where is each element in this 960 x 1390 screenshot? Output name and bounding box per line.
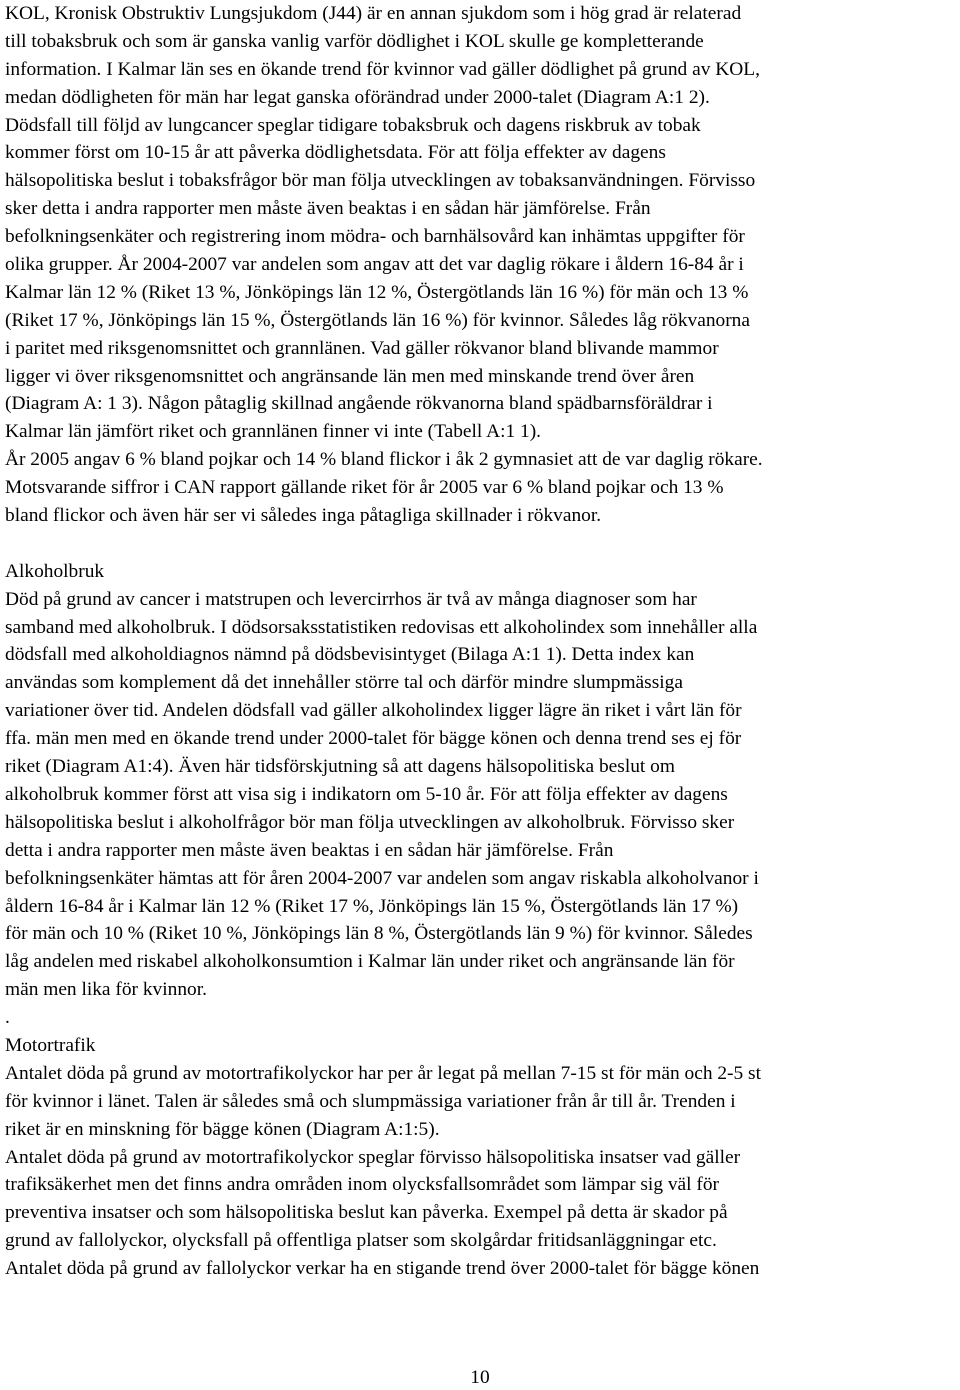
text-line: låg andelen med riskabel alkoholkonsumtion i Kalmar län under riket och angränsande län för	[5, 951, 735, 973]
text-line: till tobaksbruk och som är ganska vanlig varför dödlighet i KOL skulle ge kompletterande	[5, 30, 704, 52]
text-line: befolkningsenkäter hämtas att för åren 2004-2007 var andelen som angav riskabla alkoholvanor i	[5, 867, 759, 889]
text-line: preventiva insatser och som hälsopolitiska beslut kan påverka. Exempel på detta är skador på	[5, 1202, 728, 1224]
text-line: bland flickor och även här ser vi således inga påtagliga skillnader i rökvanor.	[5, 505, 602, 527]
text-line: medan dödligheten för män har legat ganska oförändrad under 2000-talet (Diagram A:1 2).	[5, 86, 710, 108]
text-line: för män och 10 % (Riket 10 %, Jönköpings län 8 %, Östergötlands län 9 %) för kvinnor. Således	[5, 923, 753, 945]
page-number: 10	[470, 1367, 490, 1388]
text-line: sker detta i andra rapporter men måste även beaktas i en sådan här jämförelse. Från	[5, 198, 651, 220]
text-line: olika grupper. År 2004-2007 var andelen som angav att det var daglig rökare i åldern 16-84 år i	[5, 254, 744, 276]
text-line: ligger vi över riksgenomsnittet och angränsande län men med minskande trend över åren	[5, 365, 695, 387]
text-line: för kvinnor i länet. Talen är således små och slumpmässiga variationer från år till år. Trenden i	[5, 1090, 736, 1112]
text-line: Motsvarande siffror i CAN rapport gällande riket för år 2005 var 6 % bland pojkar och 13 %	[5, 477, 724, 499]
text-line: .	[5, 1007, 10, 1029]
text-line: män men lika för kvinnor.	[5, 979, 207, 1001]
text-line: riket är en minskning för bägge könen (Diagram A:1:5).	[5, 1118, 440, 1140]
paragraph-gap	[5, 530, 957, 558]
text-line: samband med alkoholbruk. I dödsorsaksstatistiken redovisas ett alkoholindex som innehåller alla	[5, 616, 758, 638]
text-line: dödsfall med alkoholdiagnos nämnd på dödsbevisintyget (Bilaga A:1 1). Detta index kan	[5, 644, 695, 666]
text-line: Antalet döda på grund av motortrafikolyckor har per år legat på mellan 7-15 st för män och 2-5 st	[5, 1062, 761, 1084]
text-line: detta i andra rapporter men måste även beaktas i en sådan här jämförelse. Från	[5, 839, 614, 861]
text-line: KOL, Kronisk Obstruktiv Lungsjukdom (J44) är en annan sjukdom som i hög grad är relaterad	[5, 3, 742, 24]
document-page	[5, 0, 957, 1283]
text-line: (Diagram A: 1 3). Någon påtaglig skillnad angående rökvanorna bland spädbarnsföräldrar i	[5, 393, 713, 415]
traffic-section	[5, 1032, 957, 1283]
text-line: Antalet döda på grund av fallolyckor verkar ha en stigande trend över 2000-talet för bägge könen	[5, 1258, 760, 1280]
text-line: År 2005 angav 6 % bland pojkar och 14 % bland flickor i åk 2 gymnasiet att de var daglig rökare.	[5, 449, 763, 471]
text-line: trafiksäkerhet men det finns andra områden inom olycksfallsområdet som lämpar sig väl för	[5, 1174, 720, 1196]
text-line: (Riket 17 %, Jönköpings län 15 %, Östergötlands län 16 %) för kvinnor. Således låg rökvanorna	[5, 309, 750, 331]
text-line: information. I Kalmar län ses en ökande trend för kvinnor vad gäller dödlighet på grund av KOL,	[5, 58, 760, 80]
text-line: åldern 16-84 år i Kalmar län 12 % (Riket 17 %, Jönköpings län 15 %, Östergötlands län 17 %)	[5, 895, 739, 917]
text-line: kommer först om 10-15 år att påverka dödlighetsdata. För att följa effekter av dagens	[5, 142, 666, 164]
text-line: befolkningsenkäter och registrering inom mödra- och barnhälsovård kan inhämtas uppgifter för	[5, 226, 745, 248]
intro-paragraph	[5, 0, 957, 530]
text-line: i paritet med riksgenomsnittet och grannlänen. Vad gäller rökvanor bland blivande mammor	[5, 337, 719, 359]
text-line: Dödsfall till följd av lungcancer speglar tidigare tobaksbruk och dagens riskbruk av tobak	[5, 114, 701, 136]
text-line: hälsopolitiska beslut i tobaksfrågor bör man följa utvecklingen av tobaksanvändningen. Förvisso	[5, 170, 756, 192]
section-heading-traffic: Motortrafik	[5, 1034, 96, 1056]
text-line: Död på grund av cancer i matstrupen och levercirrhos är två av många diagnoser som har	[5, 588, 697, 610]
text-line: alkoholbruk kommer först att visa sig i indikatorn om 5-10 år. För att följa effekter av dagens	[5, 783, 728, 805]
text-line: Kalmar län 12 % (Riket 13 %, Jönköpings län 12 %, Östergötlands län 16 %) för män och 13 %	[5, 281, 749, 303]
text-line: Kalmar län jämfört riket och grannlänen finner vi inte (Tabell A:1 1).	[5, 421, 542, 443]
text-line: användas som komplement då det innehåller större tal och därför mindre slumpmässiga	[5, 672, 683, 694]
text-line: hälsopolitiska beslut i alkoholfrågor bör man följa utvecklingen av alkoholbruk. Förvisso sker	[5, 811, 735, 833]
alcohol-section	[5, 558, 957, 1032]
text-line: variationer över tid. Andelen dödsfall vad gäller alkoholindex ligger lägre än riket i vårt län för	[5, 700, 742, 722]
text-line: grund av fallolyckor, olycksfall på offentliga platser som skolgårdar fritidsanläggningar etc.	[5, 1230, 717, 1252]
text-line: ffa. män men med en ökande trend under 2000-talet för bägge könen och denna trend ses ej för	[5, 728, 742, 750]
text-line: Antalet döda på grund av motortrafikolyckor speglar förvisso hälsopolitiska insatser vad gäller	[5, 1146, 741, 1168]
section-heading-alcohol: Alkoholbruk	[5, 560, 105, 582]
text-line: riket (Diagram A1:4). Även här tidsförskjutning så att dagens hälsopolitiska beslut om	[5, 756, 675, 778]
